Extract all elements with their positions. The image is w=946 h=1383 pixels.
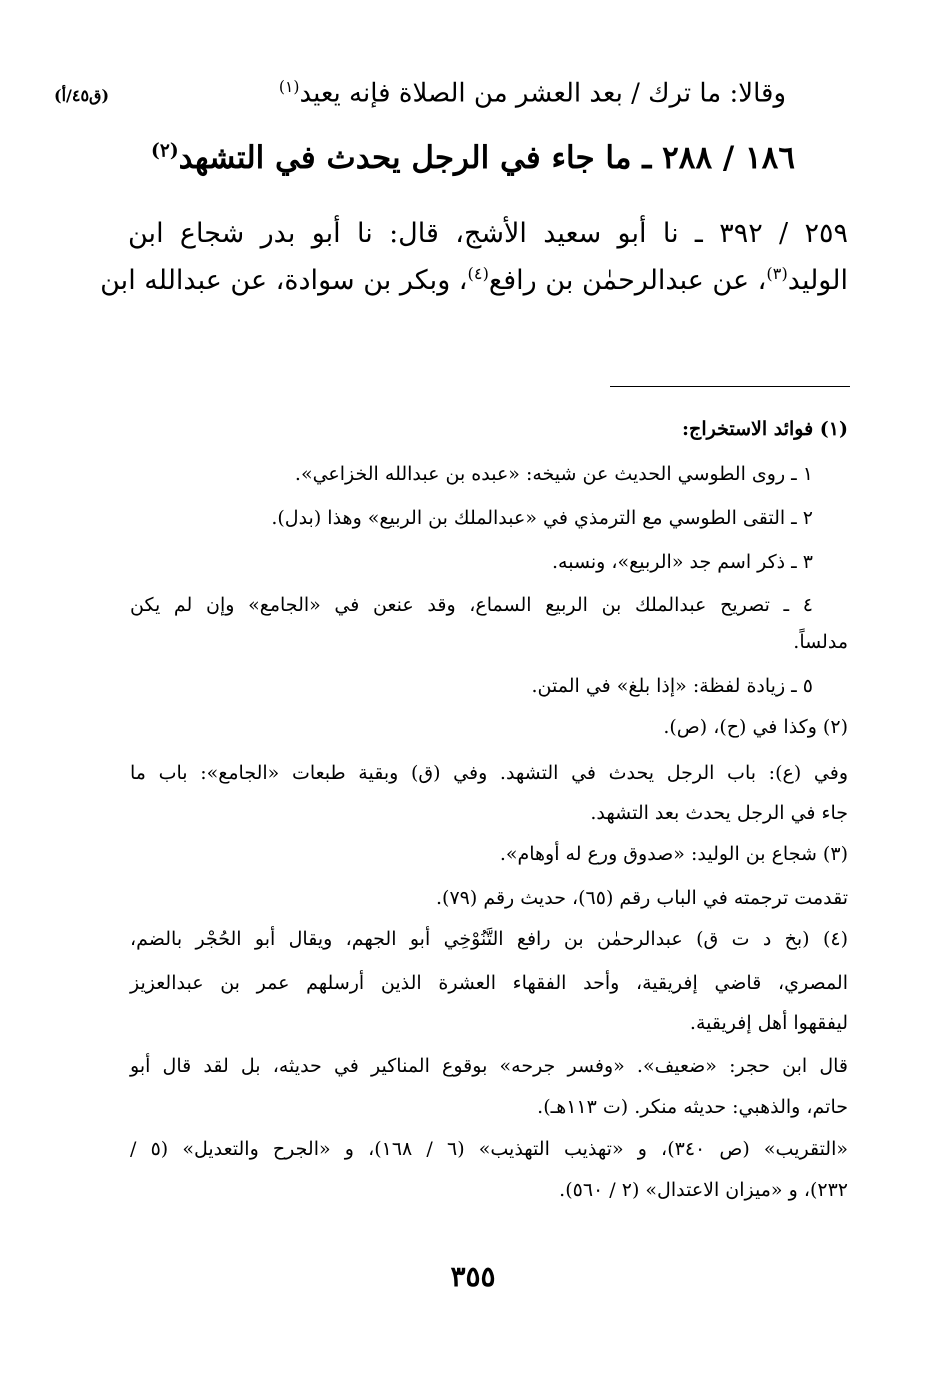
footnote-1-heading: (١) فوائد الاستخراج:	[682, 418, 848, 440]
manuscript-reference: (ق٤٥/أ)	[54, 86, 110, 105]
footnote-2-line-1: (٢) وكذا في (ح)، (ص).	[663, 716, 848, 738]
footnote-1-item-4: ٤ ـ تصريح عبدالملك بن الربيع السماع، وقد عنعن في «الجامع» وإن لم يكن	[130, 594, 813, 616]
footnote-4-line-4: قال ابن حجر: «ضعيف». «وفسر جرحه» بوقوع المناكير في حديثه، بل لقد قال أبو	[130, 1055, 848, 1077]
footnote-2-line-2: وفي (ع): باب الرجل يحدث في التشهد. وفي (ق) وبقية طبعات «الجامع»: باب ما	[130, 762, 848, 784]
footnote-4-line-5: حاتم، والذهبي: حديثه منكر. (ت ١١٣هـ).	[537, 1096, 848, 1118]
footnote-marker-2: (٢)	[151, 140, 179, 162]
page-number: ٣٥٥	[450, 1260, 496, 1293]
footnote-3-line-1: (٣) شجاع بن الوليد: «صدوق ورع له أوهام».	[499, 843, 848, 865]
footnote-4-line-2: المصري، قاضي إفريقية، وأحد الفقهاء العشرة الذين أرسلهم عمر بن عبدالعزيز	[130, 972, 848, 994]
opening-line-text: وقالا: ما ترك / بعد العشر من الصلاة فإنه يعيد	[299, 78, 786, 109]
opening-line	[279, 78, 786, 109]
chapter-heading-text: ١٨٦ / ٢٨٨ ـ ما جاء في الرجل يحدث في التشهد	[178, 140, 795, 176]
footnote-1-item-5: ٥ ـ زيادة لفظة: «إذا بلغ» في المتن.	[531, 675, 813, 697]
hadith-text-line-1: ٢٥٩ / ٣٩٢ ـ نا أبو سعيد الأشج، قال: نا أبو بدر شجاع ابن	[128, 218, 848, 249]
hadith-text-segment: ، عن عبدالرحمٰن بن رافع	[488, 265, 767, 296]
footnote-1-item-4-continued: مدلساً.	[793, 631, 848, 653]
footnote-marker-3: (٣)	[766, 264, 788, 283]
hadith-text-segment: ، وبكر بن سوادة، عن عبدالله ابن	[100, 265, 468, 296]
footnote-1-item-1: ١ ـ روى الطوسي الحديث عن شيخه: «عبده بن عبدالله الخزاعي».	[294, 463, 813, 485]
hadith-text-segment: الوليد	[787, 265, 848, 296]
footnote-4-line-1: (٤) (بخ د ت ق) عبدالرحمٰن بن رافع التَّنُوْخِي أبو الجهم، ويقال أبو الحُجْر بالضم،	[130, 928, 848, 950]
footnote-1-item-3: ٣ ـ ذكر اسم جد «الربيع»، ونسبه.	[551, 551, 813, 573]
footnote-4-line-6: «التقريب» (ص ٣٤٠)، و «تهذيب التهذيب» (٦ / ١٦٨)، و «الجرح والتعديل» (٥ /	[130, 1138, 849, 1160]
footnote-marker-1: (١)	[278, 78, 300, 96]
footnote-4-line-7: ٢٣٢)، و «ميزان الاعتدال» (٢ / ٥٦٠).	[559, 1179, 848, 1201]
footnote-marker-4: (٤)	[467, 264, 489, 283]
footnote-2-line-3: جاء في الرجل يحدث بعد التشهد.	[590, 802, 848, 824]
footnote-separator	[610, 386, 850, 387]
hadith-text-line-2	[100, 264, 848, 296]
footnote-1-item-2: ٢ ـ التقى الطوسي مع الترمذي في «عبدالملك بن الربيع» وهذا (بدل).	[271, 507, 813, 529]
footnote-4-line-3: ليفقهوا أهل إفريقية.	[689, 1012, 848, 1034]
footnote-3-line-2: تقدمت ترجمته في الباب رقم (٦٥)، حديث رقم (٧٩).	[436, 887, 848, 909]
chapter-heading	[150, 140, 796, 176]
